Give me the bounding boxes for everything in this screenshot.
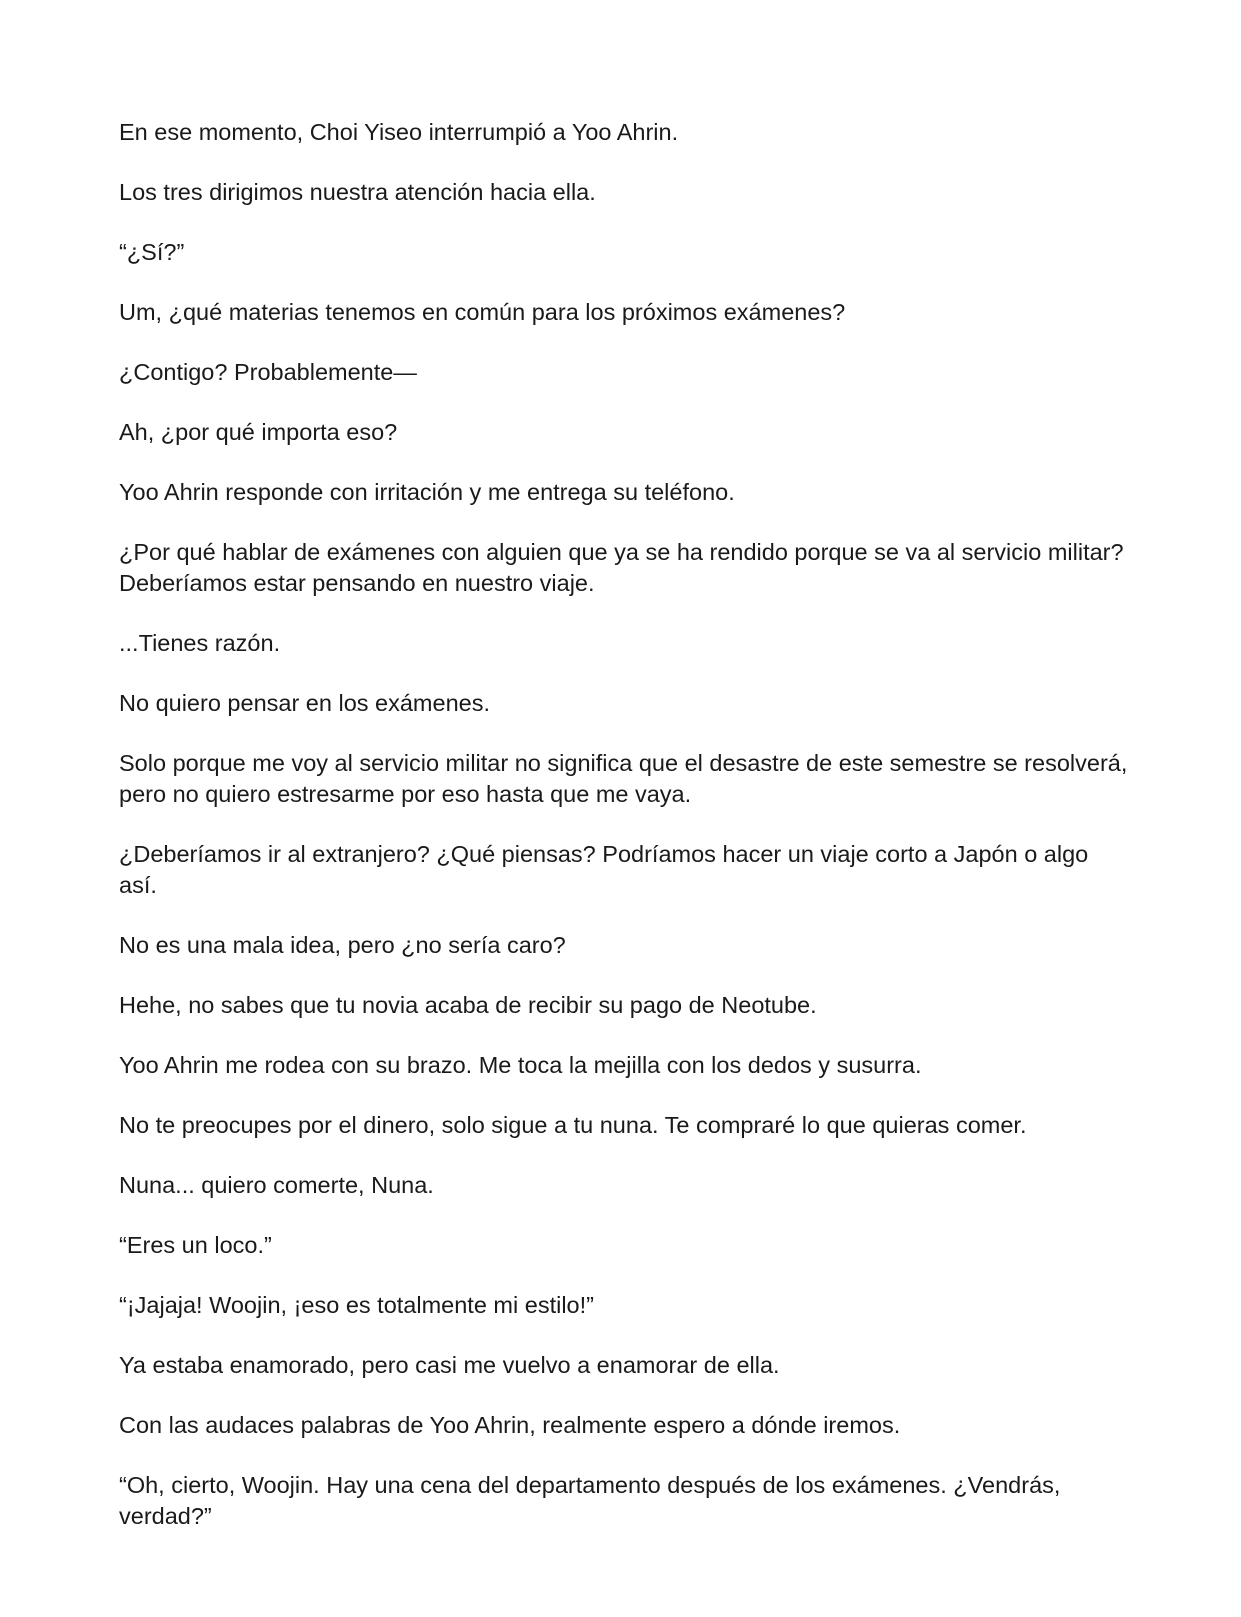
paragraph: Yoo Ahrin responde con irritación y me entrega su teléfono. (119, 479, 735, 505)
paragraph: “Oh, cierto, Woojin. Hay una cena del departamento después de los exámenes. ¿Vendrás, verdad?” (119, 1472, 1061, 1529)
paragraph: En ese momento, Choi Yiseo interrumpió a Yoo Ahrin. (119, 119, 679, 145)
paragraph: “¿Sí?” (119, 239, 185, 265)
paragraph: ¿Contigo? Probablemente— (119, 359, 417, 385)
paragraph: ...Tienes razón. (119, 630, 281, 656)
paragraph: ¿Deberíamos ir al extranjero? ¿Qué piensas? Podríamos hacer un viaje corto a Japón o algo así. (119, 841, 1089, 898)
paragraph: Ya estaba enamorado, pero casi me vuelvo a enamorar de ella. (119, 1352, 780, 1378)
paragraph: Nuna... quiero comerte, Nuna. (119, 1172, 434, 1198)
paragraph: Ah, ¿por qué importa eso? (119, 419, 398, 445)
paragraph: Con las audaces palabras de Yoo Ahrin, realmente espero a dónde iremos. (119, 1412, 901, 1438)
text-body (119, 117, 1129, 1561)
paragraph: No te preocupes por el dinero, solo sigue a tu nuna. Te compraré lo que quieras comer. (119, 1112, 1027, 1138)
paragraph: No es una mala idea, pero ¿no sería caro? (119, 932, 566, 958)
paragraph: “¡Jajaja! Woojin, ¡eso es totalmente mi estilo!” (119, 1292, 594, 1318)
paragraph: Yoo Ahrin me rodea con su brazo. Me toca la mejilla con los dedos y susurra. (119, 1052, 922, 1078)
paragraph: No quiero pensar en los exámenes. (119, 690, 490, 716)
paragraph: Hehe, no sabes que tu novia acaba de recibir su pago de Neotube. (119, 992, 817, 1018)
paragraph: “Eres un loco.” (119, 1232, 272, 1258)
paragraph: Solo porque me voy al servicio militar no significa que el desastre de este semestre se resolverá, pero no quiero estresarme por eso hasta que me vaya. (119, 750, 1128, 807)
paragraph: Um, ¿qué materias tenemos en común para los próximos exámenes? (119, 299, 846, 325)
paragraph: ¿Por qué hablar de exámenes con alguien que ya se ha rendido porque se va al servicio militar? Deberíamos estar pensando en nuestro viaje. (119, 539, 1124, 596)
paragraph: Los tres dirigimos nuestra atención hacia ella. (119, 179, 596, 205)
